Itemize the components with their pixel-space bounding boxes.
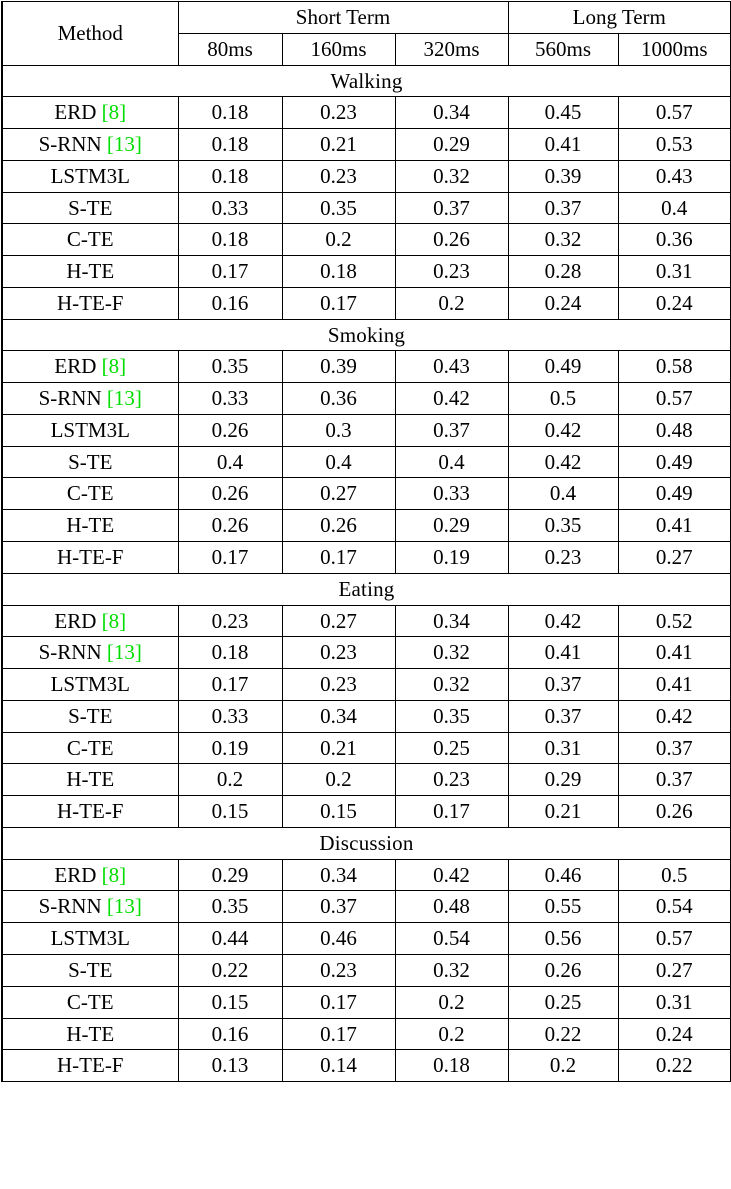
value-cell: 0.49 (618, 478, 731, 510)
value-cell: 0.27 (618, 542, 731, 574)
value-cell: 0.41 (618, 637, 731, 669)
header-group-long-term: Long Term (508, 2, 731, 34)
table-row (2, 732, 731, 764)
value-cell: 0.21 (508, 796, 618, 828)
table-row (2, 351, 731, 383)
value-cell: 0.17 (178, 542, 282, 574)
method-name-cell (2, 891, 178, 923)
section-title: Eating (2, 573, 731, 605)
method-name-cell (2, 637, 178, 669)
value-cell: 0.37 (618, 764, 731, 796)
citation-link[interactable]: [8] (101, 100, 127, 125)
method-name-cell (2, 732, 178, 764)
method-name-cell (2, 700, 178, 732)
value-cell: 0.54 (618, 891, 731, 923)
table-row (2, 700, 731, 732)
citation-link[interactable]: [13] (106, 640, 142, 665)
value-cell: 0.16 (178, 1018, 282, 1050)
table-row (2, 510, 731, 542)
value-cell: 0.37 (508, 700, 618, 732)
value-cell: 0.28 (508, 256, 618, 288)
value-cell: 0.34 (395, 605, 508, 637)
method-label: S-TE (68, 957, 113, 982)
table-row (2, 1050, 731, 1082)
value-cell: 0.37 (395, 192, 508, 224)
table-row (2, 923, 731, 955)
value-cell: 0.22 (178, 954, 282, 986)
results-table (1, 1, 731, 1082)
method-name-cell (2, 97, 178, 129)
method-label: ERD (54, 100, 97, 125)
method-label: S-TE (68, 195, 113, 220)
value-cell: 0.42 (395, 383, 508, 415)
value-cell: 0.25 (508, 986, 618, 1018)
header-row-groups (2, 2, 731, 34)
value-cell: 0.21 (282, 129, 395, 161)
method-name-cell (2, 192, 178, 224)
value-cell: 0.48 (618, 414, 731, 446)
table-row (2, 1018, 731, 1050)
method-name-cell (2, 923, 178, 955)
value-cell: 0.17 (282, 287, 395, 319)
value-cell: 0.41 (618, 669, 731, 701)
header-col-320ms: 320ms (395, 33, 508, 65)
value-cell: 0.23 (282, 954, 395, 986)
value-cell: 0.32 (395, 954, 508, 986)
table-row (2, 256, 731, 288)
method-label: H-TE (66, 259, 115, 284)
value-cell: 0.2 (178, 764, 282, 796)
value-cell: 0.56 (508, 923, 618, 955)
method-name-cell (2, 605, 178, 637)
value-cell: 0.31 (618, 256, 731, 288)
table-row (2, 891, 731, 923)
header-col-1000ms: 1000ms (618, 33, 731, 65)
method-label: H-TE-F (57, 290, 124, 315)
table-row (2, 383, 731, 415)
method-label: S-RNN (38, 132, 102, 157)
value-cell: 0.17 (282, 986, 395, 1018)
value-cell: 0.32 (508, 224, 618, 256)
value-cell: 0.37 (395, 414, 508, 446)
value-cell: 0.39 (282, 351, 395, 383)
value-cell: 0.14 (282, 1050, 395, 1082)
value-cell: 0.17 (282, 542, 395, 574)
table-row (2, 97, 731, 129)
table-row (2, 859, 731, 891)
value-cell: 0.19 (395, 542, 508, 574)
value-cell: 0.42 (618, 700, 731, 732)
value-cell: 0.27 (618, 954, 731, 986)
table-row (2, 478, 731, 510)
value-cell: 0.4 (282, 446, 395, 478)
value-cell: 0.15 (178, 796, 282, 828)
table-row (2, 192, 731, 224)
value-cell: 0.32 (395, 637, 508, 669)
value-cell: 0.5 (508, 383, 618, 415)
value-cell: 0.26 (508, 954, 618, 986)
table-row (2, 605, 731, 637)
table-header (2, 2, 731, 66)
table-row (2, 224, 731, 256)
value-cell: 0.18 (178, 160, 282, 192)
value-cell: 0.48 (395, 891, 508, 923)
method-name-cell (2, 351, 178, 383)
method-name-cell (2, 287, 178, 319)
value-cell: 0.23 (282, 669, 395, 701)
value-cell: 0.17 (178, 256, 282, 288)
value-cell: 0.54 (395, 923, 508, 955)
section-title: Walking (2, 65, 731, 97)
value-cell: 0.24 (618, 1018, 731, 1050)
value-cell: 0.33 (178, 700, 282, 732)
method-label: H-TE (66, 767, 115, 792)
value-cell: 0.2 (395, 986, 508, 1018)
method-name-cell (2, 414, 178, 446)
value-cell: 0.18 (282, 256, 395, 288)
value-cell: 0.52 (618, 605, 731, 637)
value-cell: 0.35 (395, 700, 508, 732)
value-cell: 0.57 (618, 923, 731, 955)
value-cell: 0.43 (395, 351, 508, 383)
value-cell: 0.18 (178, 637, 282, 669)
value-cell: 0.41 (618, 510, 731, 542)
value-cell: 0.4 (395, 446, 508, 478)
value-cell: 0.2 (395, 287, 508, 319)
method-name-cell (2, 446, 178, 478)
method-label: S-RNN (38, 640, 102, 665)
method-name-cell (2, 986, 178, 1018)
table-row (2, 669, 731, 701)
value-cell: 0.37 (508, 192, 618, 224)
method-name-cell (2, 669, 178, 701)
citation-link[interactable]: [8] (101, 354, 127, 379)
method-label: S-TE (68, 703, 113, 728)
value-cell: 0.26 (178, 478, 282, 510)
method-name-cell (2, 796, 178, 828)
method-name-cell (2, 954, 178, 986)
value-cell: 0.23 (395, 764, 508, 796)
method-label: ERD (54, 862, 97, 887)
method-label: S-TE (68, 449, 113, 474)
method-label: ERD (54, 608, 97, 633)
value-cell: 0.37 (618, 732, 731, 764)
value-cell: 0.27 (282, 605, 395, 637)
value-cell: 0.2 (508, 1050, 618, 1082)
value-cell: 0.26 (395, 224, 508, 256)
table-row (2, 764, 731, 796)
value-cell: 0.27 (282, 478, 395, 510)
table-row (2, 796, 731, 828)
value-cell: 0.26 (618, 796, 731, 828)
value-cell: 0.34 (282, 859, 395, 891)
value-cell: 0.58 (618, 351, 731, 383)
method-label: LSTM3L (50, 926, 130, 951)
method-label: LSTM3L (50, 163, 130, 188)
value-cell: 0.23 (178, 605, 282, 637)
value-cell: 0.4 (178, 446, 282, 478)
value-cell: 0.2 (395, 1018, 508, 1050)
header-col-80ms: 80ms (178, 33, 282, 65)
table-row (2, 446, 731, 478)
method-name-cell (2, 129, 178, 161)
value-cell: 0.17 (282, 1018, 395, 1050)
method-label: H-TE (66, 1021, 115, 1046)
citation-link[interactable]: [13] (106, 386, 142, 411)
value-cell: 0.33 (178, 192, 282, 224)
value-cell: 0.3 (282, 414, 395, 446)
value-cell: 0.46 (508, 859, 618, 891)
value-cell: 0.15 (282, 796, 395, 828)
citation-link[interactable]: [8] (101, 862, 127, 887)
value-cell: 0.43 (618, 160, 731, 192)
value-cell: 0.35 (282, 192, 395, 224)
header-group-short-term: Short Term (178, 2, 508, 34)
value-cell: 0.42 (395, 859, 508, 891)
method-label: C-TE (66, 989, 114, 1014)
value-cell: 0.31 (508, 732, 618, 764)
value-cell: 0.35 (178, 891, 282, 923)
value-cell: 0.41 (508, 129, 618, 161)
value-cell: 0.26 (178, 414, 282, 446)
value-cell: 0.53 (618, 129, 731, 161)
section-header-row (2, 573, 731, 605)
value-cell: 0.13 (178, 1050, 282, 1082)
value-cell: 0.33 (395, 478, 508, 510)
value-cell: 0.45 (508, 97, 618, 129)
table-row (2, 986, 731, 1018)
table-row (2, 129, 731, 161)
method-label: C-TE (66, 227, 114, 252)
section-title: Discussion (2, 827, 731, 859)
method-label: H-TE-F (57, 545, 124, 570)
value-cell: 0.23 (282, 637, 395, 669)
value-cell: 0.55 (508, 891, 618, 923)
value-cell: 0.23 (508, 542, 618, 574)
value-cell: 0.37 (508, 669, 618, 701)
section-title: Smoking (2, 319, 731, 351)
method-label: ERD (54, 354, 97, 379)
citation-link[interactable]: [13] (106, 894, 142, 919)
table-row (2, 414, 731, 446)
table-row (2, 160, 731, 192)
value-cell: 0.24 (508, 287, 618, 319)
method-name-cell (2, 383, 178, 415)
value-cell: 0.26 (282, 510, 395, 542)
value-cell: 0.31 (618, 986, 731, 1018)
table-row (2, 637, 731, 669)
method-name-cell (2, 510, 178, 542)
value-cell: 0.32 (395, 160, 508, 192)
section-header-row (2, 827, 731, 859)
table-row (2, 287, 731, 319)
value-cell: 0.34 (282, 700, 395, 732)
value-cell: 0.35 (508, 510, 618, 542)
value-cell: 0.37 (282, 891, 395, 923)
value-cell: 0.32 (395, 669, 508, 701)
value-cell: 0.29 (395, 510, 508, 542)
value-cell: 0.19 (178, 732, 282, 764)
method-label: LSTM3L (50, 417, 130, 442)
table-body (2, 65, 731, 1082)
value-cell: 0.2 (282, 764, 395, 796)
method-label: C-TE (66, 735, 114, 760)
value-cell: 0.34 (395, 97, 508, 129)
value-cell: 0.4 (618, 192, 731, 224)
value-cell: 0.15 (178, 986, 282, 1018)
method-name-cell (2, 542, 178, 574)
method-name-cell (2, 478, 178, 510)
value-cell: 0.16 (178, 287, 282, 319)
method-name-cell (2, 160, 178, 192)
header-method: Method (2, 2, 178, 66)
method-label: H-TE (66, 513, 115, 538)
value-cell: 0.46 (282, 923, 395, 955)
value-cell: 0.29 (395, 129, 508, 161)
value-cell: 0.36 (618, 224, 731, 256)
header-col-560ms: 560ms (508, 33, 618, 65)
method-label: S-RNN (38, 386, 102, 411)
value-cell: 0.26 (178, 510, 282, 542)
method-label: H-TE-F (57, 1053, 124, 1078)
value-cell: 0.36 (282, 383, 395, 415)
value-cell: 0.42 (508, 605, 618, 637)
value-cell: 0.29 (178, 859, 282, 891)
value-cell: 0.21 (282, 732, 395, 764)
method-name-cell (2, 859, 178, 891)
section-header-row (2, 65, 731, 97)
method-name-cell (2, 764, 178, 796)
value-cell: 0.41 (508, 637, 618, 669)
value-cell: 0.17 (395, 796, 508, 828)
method-label: S-RNN (38, 894, 102, 919)
table-row (2, 954, 731, 986)
value-cell: 0.4 (508, 478, 618, 510)
value-cell: 0.5 (618, 859, 731, 891)
value-cell: 0.22 (508, 1018, 618, 1050)
value-cell: 0.18 (395, 1050, 508, 1082)
value-cell: 0.49 (618, 446, 731, 478)
value-cell: 0.18 (178, 224, 282, 256)
value-cell: 0.23 (395, 256, 508, 288)
value-cell: 0.2 (282, 224, 395, 256)
value-cell: 0.18 (178, 129, 282, 161)
table-row (2, 542, 731, 574)
value-cell: 0.44 (178, 923, 282, 955)
method-label: H-TE-F (57, 799, 124, 824)
value-cell: 0.42 (508, 414, 618, 446)
method-name-cell (2, 1018, 178, 1050)
value-cell: 0.23 (282, 97, 395, 129)
section-header-row (2, 319, 731, 351)
value-cell: 0.18 (178, 97, 282, 129)
value-cell: 0.22 (618, 1050, 731, 1082)
value-cell: 0.35 (178, 351, 282, 383)
method-label: C-TE (66, 481, 114, 506)
value-cell: 0.23 (282, 160, 395, 192)
value-cell: 0.42 (508, 446, 618, 478)
value-cell: 0.39 (508, 160, 618, 192)
value-cell: 0.24 (618, 287, 731, 319)
method-name-cell (2, 1050, 178, 1082)
value-cell: 0.25 (395, 732, 508, 764)
value-cell: 0.57 (618, 97, 731, 129)
value-cell: 0.29 (508, 764, 618, 796)
citation-link[interactable]: [8] (101, 608, 127, 633)
value-cell: 0.33 (178, 383, 282, 415)
header-col-160ms: 160ms (282, 33, 395, 65)
value-cell: 0.49 (508, 351, 618, 383)
method-name-cell (2, 224, 178, 256)
value-cell: 0.57 (618, 383, 731, 415)
citation-link[interactable]: [13] (106, 132, 142, 157)
value-cell: 0.17 (178, 669, 282, 701)
method-name-cell (2, 256, 178, 288)
method-label: LSTM3L (50, 672, 130, 697)
